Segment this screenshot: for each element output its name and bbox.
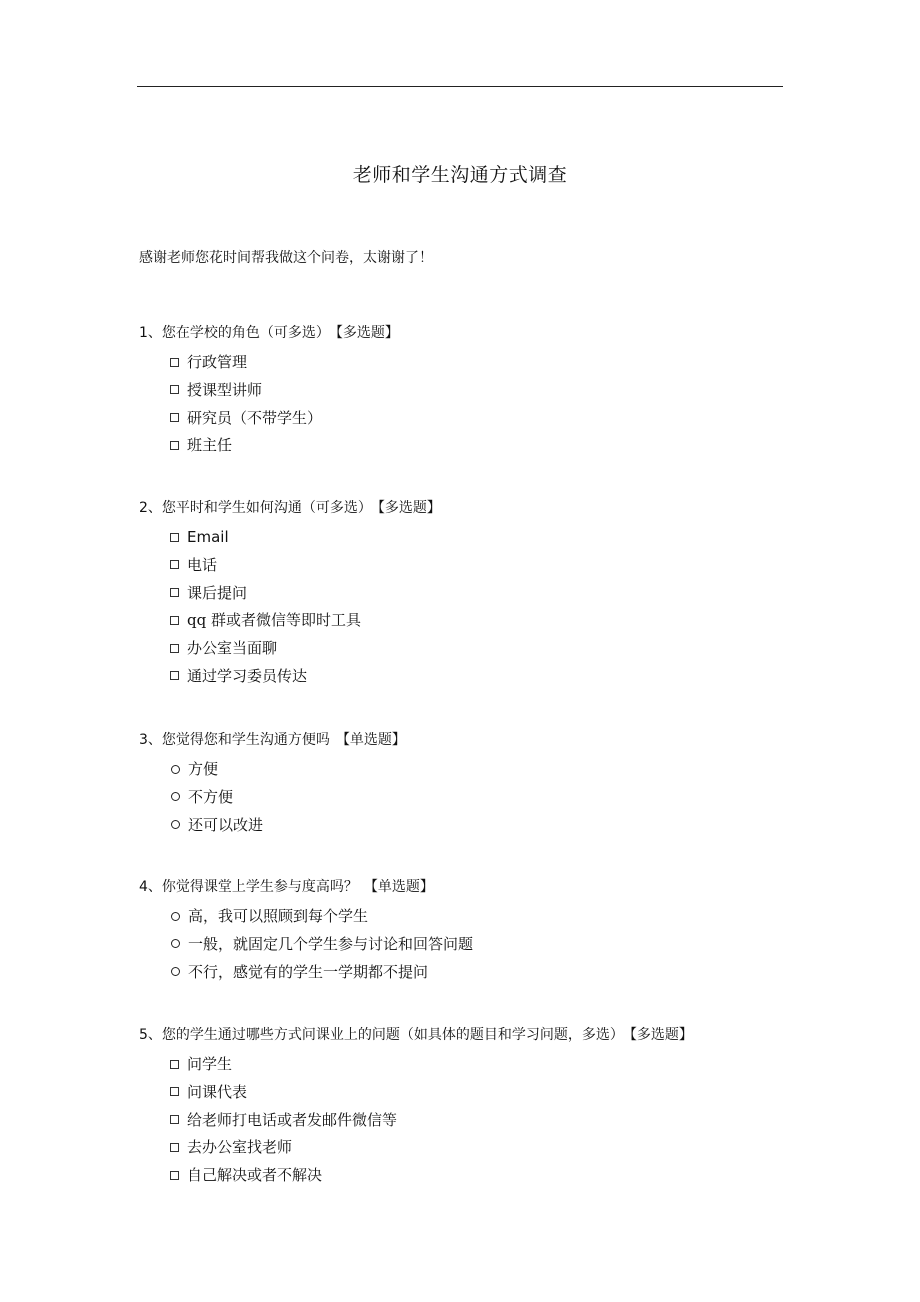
option-checkbox[interactable]: [170, 1079, 397, 1107]
option-checkbox[interactable]: [170, 1162, 397, 1190]
radio-icon[interactable]: [171, 765, 180, 774]
checkbox-icon[interactable]: [170, 358, 179, 367]
option-label: 问学生: [187, 1055, 233, 1073]
question-1-options: [170, 349, 322, 460]
radio-icon[interactable]: [171, 912, 180, 921]
option-radio[interactable]: [170, 812, 263, 840]
question-type-tag: 【多选题】: [377, 500, 441, 516]
question-type-tag: 【多选题】: [335, 325, 399, 341]
radio-icon[interactable]: [171, 792, 180, 801]
question-text: 5、您的学生通过哪些方式问课业上的问题（如具体的题目和学习问题，多选）: [139, 1027, 624, 1043]
option-checkbox[interactable]: [170, 349, 322, 377]
option-radio[interactable]: [170, 756, 263, 784]
option-label: 给老师打电话或者发邮件微信等: [187, 1110, 398, 1129]
question-type-tag: 【多选题】: [629, 1027, 693, 1043]
option-checkbox[interactable]: [170, 663, 361, 691]
checkbox-icon[interactable]: [170, 671, 179, 680]
option-checkbox[interactable]: [170, 1134, 397, 1162]
option-checkbox[interactable]: [170, 405, 322, 433]
question-4: [139, 876, 434, 896]
option-checkbox[interactable]: [170, 524, 361, 552]
option-label: 自己解决或者不解决: [187, 1166, 323, 1185]
option-checkbox[interactable]: [170, 607, 361, 635]
checkbox-icon[interactable]: [170, 616, 179, 625]
checkbox-icon[interactable]: [170, 1115, 179, 1124]
option-label: 班主任: [187, 436, 233, 455]
option-radio[interactable]: [170, 903, 473, 931]
option-label: 方便: [188, 760, 219, 778]
checkbox-icon[interactable]: [170, 1171, 179, 1180]
option-checkbox[interactable]: [170, 432, 322, 460]
option-label: 不行，感觉有的学生一学期都不提问: [188, 962, 429, 981]
option-radio[interactable]: [170, 959, 473, 987]
option-label: 电话: [187, 555, 218, 574]
checkbox-icon[interactable]: [170, 1060, 179, 1069]
option-label: 问课代表: [187, 1082, 248, 1101]
option-radio[interactable]: [170, 931, 473, 959]
checkbox-icon[interactable]: [170, 588, 179, 597]
option-label: 高，我可以照顾到每个学生: [188, 907, 369, 925]
question-text: 3、您觉得您和学生沟通方便吗: [139, 732, 330, 748]
checkbox-icon[interactable]: [170, 533, 179, 542]
option-label: 课后提问: [187, 583, 248, 602]
option-checkbox[interactable]: [170, 1051, 397, 1079]
question-text: 4、你觉得课堂上学生参与度高吗？: [139, 879, 358, 895]
option-label: qq 群或者微信等即时工具: [187, 611, 361, 630]
question-1: [139, 322, 399, 342]
option-label: Email: [187, 528, 229, 546]
question-type-tag: 【单选题】: [363, 879, 434, 895]
question-text: 1、您在学校的角色（可多选）: [139, 325, 330, 341]
radio-icon[interactable]: [171, 820, 180, 829]
checkbox-icon[interactable]: [170, 560, 179, 569]
option-checkbox[interactable]: [170, 552, 361, 580]
option-checkbox[interactable]: [170, 635, 361, 663]
checkbox-icon[interactable]: [170, 1143, 179, 1152]
option-checkbox[interactable]: [170, 580, 361, 608]
option-checkbox[interactable]: [170, 377, 322, 405]
option-label: 研究员（不带学生）: [187, 408, 323, 427]
option-checkbox[interactable]: [170, 1107, 397, 1135]
option-label: 通过学习委员传达: [187, 666, 308, 685]
question-5: [139, 1024, 693, 1044]
question-3-options: [170, 756, 263, 839]
option-label: 办公室当面聊: [187, 639, 278, 658]
radio-icon[interactable]: [171, 939, 180, 948]
option-radio[interactable]: [170, 784, 263, 812]
question-2-options: [170, 524, 361, 691]
option-label: 去办公室找老师: [187, 1138, 293, 1157]
question-type-tag: 【单选题】: [335, 732, 406, 748]
survey-intro: 感谢老师您花时间帮我做这个问卷，太谢谢了！: [139, 250, 433, 266]
header-rule: [137, 86, 783, 87]
checkbox-icon[interactable]: [170, 644, 179, 653]
option-label: 行政管理: [187, 353, 248, 371]
option-label: 还可以改进: [188, 815, 264, 834]
question-text: 2、您平时和学生如何沟通（可多选）: [139, 500, 372, 516]
checkbox-icon[interactable]: [170, 441, 179, 450]
question-5-options: [170, 1051, 397, 1190]
question-4-options: [170, 903, 473, 986]
option-label: 不方便: [188, 787, 234, 806]
question-2: [139, 497, 441, 517]
checkbox-icon[interactable]: [170, 413, 179, 422]
option-label: 授课型讲师: [187, 380, 263, 399]
checkbox-icon[interactable]: [170, 385, 179, 394]
question-3: [139, 729, 406, 749]
survey-title: 老师和学生沟通方式调查: [352, 164, 568, 186]
option-label: 一般，就固定几个学生参与讨论和回答问题: [188, 934, 474, 953]
radio-icon[interactable]: [171, 967, 180, 976]
checkbox-icon[interactable]: [170, 1087, 179, 1096]
